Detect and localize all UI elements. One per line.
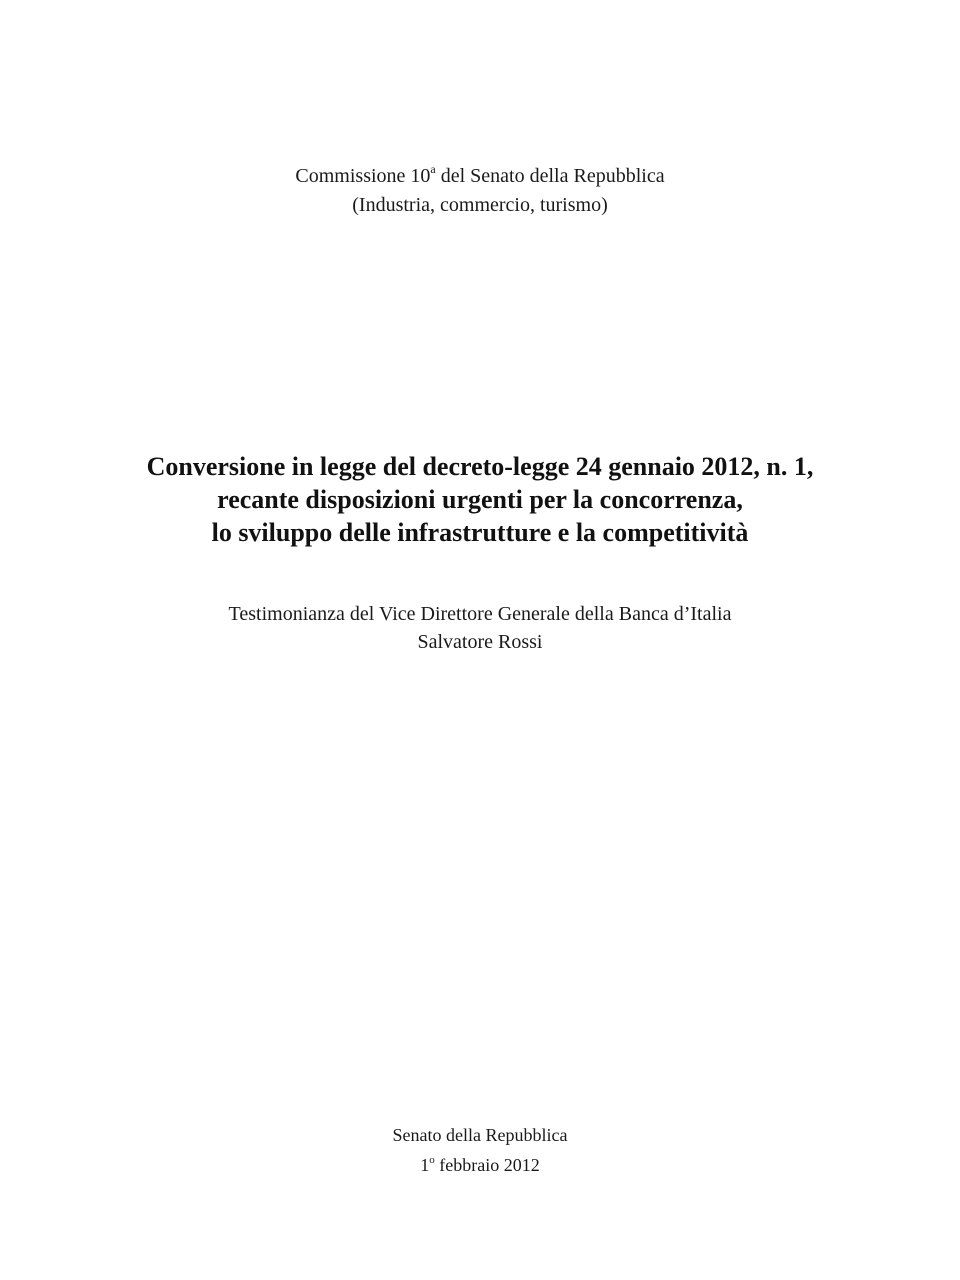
committee-header (0, 162, 960, 220)
speaker-name: Salvatore Rossi (417, 631, 543, 653)
committee-subtitle: (Industria, commercio, turismo) (352, 194, 608, 216)
committee-name-prefix: Commissione 10 (295, 165, 431, 187)
footer-date-day: 1 (420, 1155, 430, 1175)
committee-ordinal-superscript: a (430, 162, 436, 177)
committee-name (0, 162, 960, 191)
testimony-description: Testimonianza del Vice Direttore Generale della Banca d’Italia (228, 603, 732, 625)
testimony-block (0, 600, 960, 656)
document-title (0, 450, 960, 549)
title-line-3: lo sviluppo delle infrastrutture e la competitività (211, 518, 749, 547)
title-line-1: Conversione in legge del decreto-legge 24 gennaio 2012, n. 1, (146, 452, 814, 481)
committee-name-suffix: del Senato della Repubblica (435, 165, 665, 187)
title-line-2: recante disposizioni urgenti per la concorrenza, (217, 485, 743, 514)
footer-date (0, 1150, 960, 1180)
footer-venue: Senato della Repubblica (392, 1125, 568, 1145)
footer-date-ordinal-superscript: o (429, 1154, 435, 1166)
document-footer (0, 1120, 960, 1180)
footer-date-rest: febbraio 2012 (434, 1155, 540, 1175)
